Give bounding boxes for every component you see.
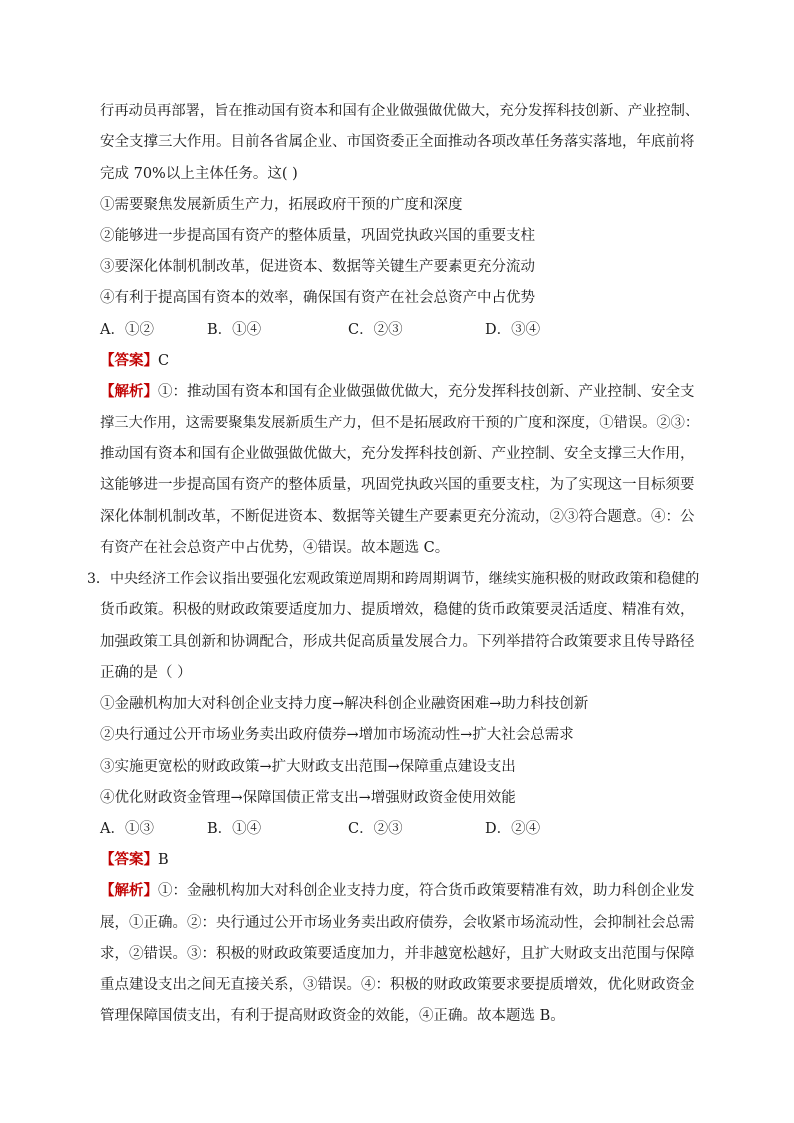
question-stem-line: 完成 70%以上主体任务。这( )	[100, 166, 298, 182]
analysis-line: 有资产在社会总资产中占优势，④错误。故本题选 C。	[100, 540, 450, 556]
question-stem-line: 正确的是（ ）	[100, 665, 192, 681]
choice-a: A．①③	[100, 821, 154, 837]
analysis-line: 这能够进一步提高国有资产的整体质量，巩固党执政兴国的重要支柱，为了实现这一目标须要	[100, 477, 695, 493]
question-stem-line: 安全支撑三大作用。目前各省属企业、市国资委正全面推动各项改革任务落实落地，年底前将	[100, 134, 695, 150]
analysis-line: 【解析】①：推动国有资本和国有企业做强做优做大，充分发挥科技创新、产业控制、安全支	[100, 383, 695, 400]
option-statement-1: ①金融机构加大对科创企业支持力度→解决科创企业融资困难→助力科技创新	[100, 696, 589, 712]
question-stem-line: 货币政策。积极的财政政策要适度加力、提质增效，稳健的货币政策要灵活适度、精准有效，	[100, 602, 695, 618]
choice-a: A．①②	[100, 322, 154, 338]
analysis-line: 管理保障国债支出，有利于提高财政资金的效能，④正确。故本题选 B。	[100, 1008, 565, 1024]
choice-b: B．①④	[207, 821, 262, 837]
choice-d: D．③④	[485, 322, 541, 338]
analysis-line: 求，②错误。③：积极的财政政策要适度加力，并非越宽松越好，且扩大财政支出范围与保障	[100, 946, 695, 962]
choice-b: B．①④	[207, 322, 262, 338]
answer-choices	[100, 320, 700, 340]
analysis-label: 【解析】	[100, 882, 158, 899]
question-stem-line: 行再动员再部署，旨在推动国有资本和国有企业做强做优做大，充分发挥科技创新、产业控制、	[100, 103, 700, 119]
analysis-label: 【解析】	[100, 383, 158, 400]
analysis-line: 展，①正确。②：央行通过公开市场业务卖出政府债券，会收紧市场流动性，会抑制社会总需	[100, 915, 695, 931]
question-stem-line: 加强政策工具创新和协调配合，形成共促高质量发展合力。下列举措符合政策要求且传导路径	[100, 634, 695, 650]
option-statement-3: ③实施更宽松的财政政策→扩大财政支出范围→保障重点建设支出	[100, 759, 516, 775]
question-stem-line: 3．中央经济工作会议指出要强化宏观政策逆周期和跨周期调节，继续实施积极的财政政策和稳健的	[87, 571, 700, 587]
analysis-line: 重点建设支出之间无直接关系，③错误。④：积极的财政政策要求要提质增效，优化财政资金	[100, 977, 695, 993]
option-statement-2: ②能够进一步提高国有资产的整体质量，巩固党执政兴国的重要支柱	[100, 228, 535, 244]
answer-line	[100, 351, 169, 371]
choice-d: D．②④	[485, 821, 541, 837]
option-statement-1: ①需要聚焦发展新质生产力，拓展政府干预的广度和深度	[100, 197, 463, 213]
answer-value: C	[158, 353, 170, 369]
analysis-line: 撑三大作用，这需要聚集发展新质生产力，但不是拓展政府干预的广度和深度，①错误。②③：	[100, 415, 700, 431]
option-statement-4: ④优化财政资金管理→保障国债正常支出→增强财政资金使用效能	[100, 790, 516, 806]
choice-c: C．②③	[348, 322, 403, 338]
option-statement-2: ②央行通过公开市场业务卖出政府债券→增加市场流动性→扩大社会总需求	[100, 727, 574, 743]
option-statement-3: ③要深化体制机制改革，促进资本、数据等关键生产要素更充分流动	[100, 259, 535, 275]
choice-c: C．②③	[348, 821, 403, 837]
analysis-line: 深化体制机制改革，不断促进资本、数据等关键生产要素更充分流动，②③符合题意。④：公	[100, 509, 695, 525]
answer-label: 【答案】	[100, 352, 158, 369]
analysis-line: 【解析】①：金融机构加大对科创企业支持力度，符合货币政策要精准有效，助力科创企业发	[100, 882, 695, 899]
answer-choices	[100, 819, 700, 839]
answer-line	[100, 850, 169, 870]
answer-label: 【答案】	[100, 851, 158, 868]
option-statement-4: ④有利于提高国有资本的效率，确保国有资产在社会总资产中占优势	[100, 290, 535, 306]
analysis-line: 推动国有资本和国有企业做强做优做大，充分发挥科技创新、产业控制、安全支撑三大作用，	[100, 446, 695, 462]
answer-value: B	[158, 852, 169, 868]
